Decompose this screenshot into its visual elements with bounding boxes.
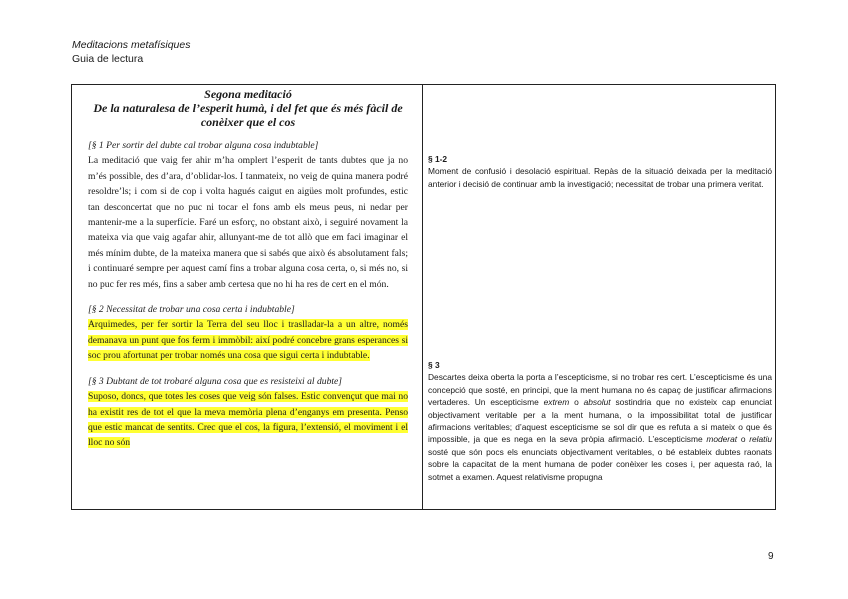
section-text-body: La meditació que vaig fer ahir m’ha omplert l’esperit de tants dubtes que ja no m’és possible, des d’ara, d’oblidar-los. I tanmateix, no veig de quina manera podré resoldre’ls; i com si de cop i volta hagués caigut en aigües molt profundes, estic tan desconcertat que no puc ni tocar el fons amb els meus peus, ni nedar per mantenir-me a la superfície. Faré un esforç, no obstant això, i seguiré novament la mateixa via que vaig agafar ahir, allunyant-me de tot allò que em faci imaginar el més mínim dubte, de la mateixa manera que si sabés que això és absolutament fals; i continuaré sempre per aquest camí fins a trobar alguna cosa certa, o, si més no, si no puc fer res més, fins a saber amb certesa que no hi ha res de cert en el món. [88, 155, 408, 290]
text-run: sostindria que no existeix cap enunciat objectivament veritable per a la ment humana, o la impossibilitat total de justificar afirmacions veritables; d’aquest escepticisme se sol dir que es refuta a si mateix o que és impossible, ja que es nega en la seva pròpia afirmació. L’escepticisme [428, 397, 773, 445]
text-run: o [569, 397, 584, 408]
commentary-label: § 1-2 [428, 154, 448, 164]
commentary-text: Moment de confusió i desolació espiritual. Repàs de la situació deixada per la meditació anterior i decisió de continuar amb la investigació; necessitat de trobar una primera veritat. [428, 166, 772, 189]
text-column [88, 87, 408, 451]
section-heading: [§ 3 Dubtant de tot trobaré alguna cosa que es resisteixi al dubte] [88, 375, 343, 387]
text-run: Descartes deixa oberta la porta a l’escepticisme, si no trobar res cert. L’escepticisme és una concepció que sosté, en principi, que la ment humana no és capaç de justificar afirmacions vertaderes. Un escepticisme [428, 372, 772, 408]
section-heading: [§ 2 Necessitat de trobar una cosa certa i indubtable] [88, 304, 295, 316]
emphasis: relatiu [749, 434, 773, 445]
section-heading: [§ 1 Per sortir del dubte cal trobar alguna cosa indubtable] [88, 140, 319, 151]
highlighted-text: Arquimedes, per fer sortir la Terra del seu lloc i traslladar-la a un altre, només demanava un punt que fos ferm i immòbil: així podré concebre grans esperances si soc prou afortunat per trobar només una cosa que sigui certa i indubtable. [88, 319, 408, 362]
emphasis: absolut [583, 397, 611, 408]
commentary-column [428, 153, 773, 482]
commentary-text [428, 371, 772, 483]
meditation-number: Segona meditació [204, 87, 292, 101]
document-subtitle: Guia de lectura [72, 53, 144, 65]
reading-table [71, 84, 776, 510]
page-number: 9 [768, 551, 774, 562]
highlighted-text: Suposo, doncs, que totes les coses que veig són falses. Estic convençut que mai no ha existit res de tot el que la meva memòria plena d’enganys em presenta. Penso que estic mancat de sentits. Crec que el cos, la figura, l’extensió, el moviment i el lloc no són [88, 391, 408, 449]
page-header [72, 38, 190, 66]
emphasis: extrem [543, 397, 570, 408]
document-title: Meditacions metafísiques [72, 39, 191, 51]
commentary-block [428, 153, 772, 190]
section-text [88, 317, 408, 363]
column-divider [422, 85, 423, 509]
meditation-title: De la naturalesa de l’esperit humà, i del fet que és més fàcil de conèixer que el cos [93, 101, 403, 129]
text-run: o [737, 434, 750, 445]
section-text [88, 153, 408, 292]
emphasis: moderat [706, 434, 738, 445]
section-text [88, 389, 408, 451]
commentary-block [428, 359, 772, 483]
commentary-label: § 3 [428, 360, 440, 370]
text-run: sosté que són pocs els enunciats objectivament veritables, o bé estableix dubtes raonats sobre la capacitat de la ment humana de poder conèixer les coses i, per aquesta raó, la sotmet a examen. Aquest relativisme propugna [428, 446, 772, 482]
